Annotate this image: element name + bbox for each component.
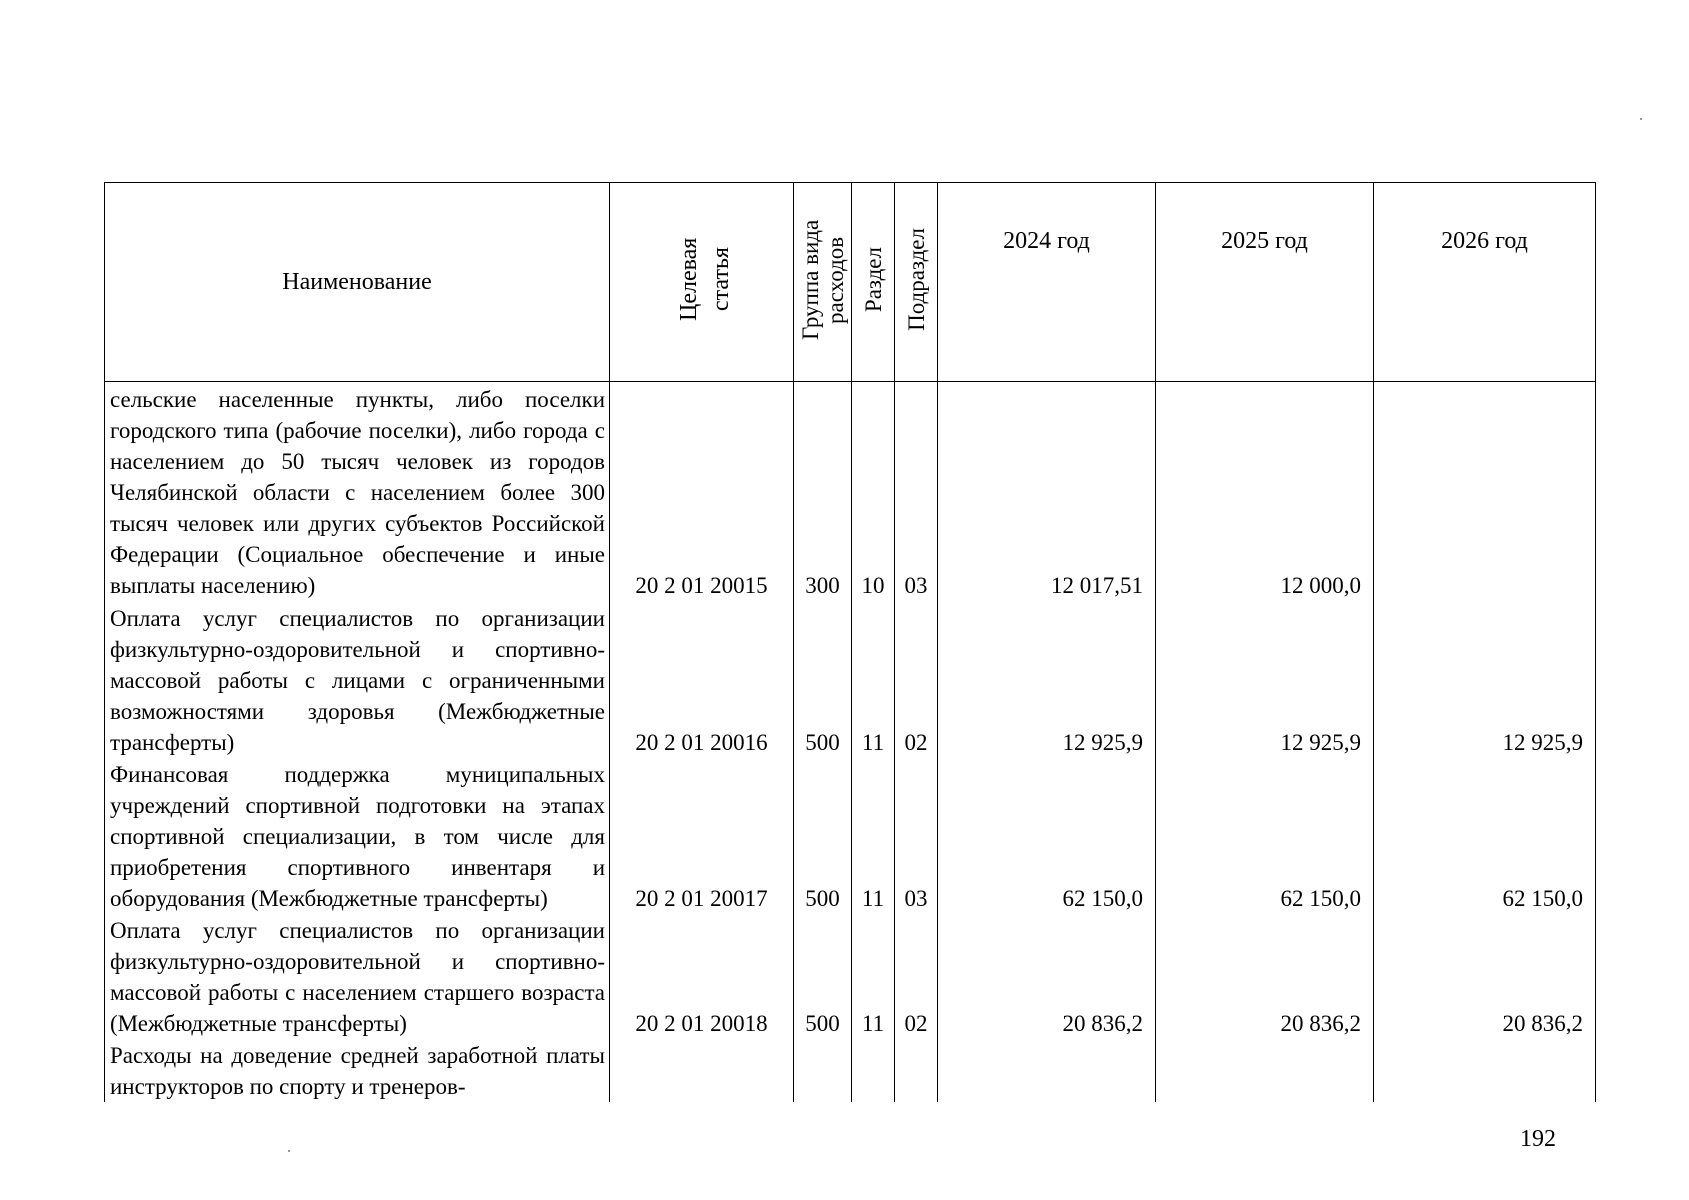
row-section: 11 <box>852 758 895 915</box>
table-header <box>105 183 1596 382</box>
row-target-article: 20 2 01 20017 <box>610 758 794 915</box>
header-expense-group <box>794 183 852 382</box>
table-row <box>105 914 1596 1039</box>
row-name: Расходы на доведение средней заработной платы инструкторов по спорту и тренеров- <box>105 1039 610 1102</box>
header-subsection <box>895 183 938 382</box>
header-year-2024 <box>938 183 1156 382</box>
row-name: Оплата услуг специалистов по организации физкультурно-оздоровительной и спортивно-массовой работы с лицами с ограниченными возможностями здоровья (Межбюджетные трансферты) <box>105 601 610 758</box>
row-year-2025: 62 150,0 <box>1156 758 1374 915</box>
row-target-article: 20 2 01 20015 <box>610 382 794 602</box>
row-year-2025: 20 836,2 <box>1156 914 1374 1039</box>
header-section <box>852 183 895 382</box>
row-target-article: 20 2 01 20018 <box>610 914 794 1039</box>
row-year-2024 <box>938 1039 1156 1102</box>
row-section <box>852 1039 895 1102</box>
row-year-2024: 62 150,0 <box>938 758 1156 915</box>
row-section: 10 <box>852 382 895 602</box>
row-name: Финансовая поддержка муниципальных учреждений спортивной подготовки на этапах спортивной специализации, в том числе для приобретения спортивного инвентаря и оборудования (Межбюджетные трансферты) <box>105 758 610 915</box>
row-expense-group: 500 <box>794 601 852 758</box>
row-expense-group: 500 <box>794 914 852 1039</box>
budget-table <box>104 182 1596 1102</box>
row-subsection: 02 <box>895 914 938 1039</box>
header-subsection-label: Подраздел <box>903 228 929 331</box>
scan-speck <box>1640 118 1642 120</box>
header-expense-group-label: Группа вида расходов <box>797 219 848 340</box>
row-target-article: 20 2 01 20016 <box>610 601 794 758</box>
header-section-label: Раздел <box>860 246 886 313</box>
row-year-2025: 12 000,0 <box>1156 382 1374 602</box>
table-row <box>105 1039 1596 1102</box>
row-subsection: 03 <box>895 758 938 915</box>
header-year-2026 <box>1374 183 1596 382</box>
header-year-2025 <box>1156 183 1374 382</box>
row-section: 11 <box>852 914 895 1039</box>
row-target-article <box>610 1039 794 1102</box>
row-name: сельские населенные пункты, либо поселки городского типа (рабочие поселки), либо города с населением до 50 тысяч человек из городов Челябинской области с населением более 300 тысяч человек или других субъектов Российской Федерации (Социальное обеспечение и иные выплаты населению) <box>105 382 610 602</box>
row-year-2026: 12 925,9 <box>1374 601 1596 758</box>
header-year-2024-label: 2024 год <box>1003 228 1090 254</box>
row-subsection <box>895 1039 938 1102</box>
row-year-2025: 12 925,9 <box>1156 601 1374 758</box>
row-expense-group <box>794 1039 852 1102</box>
page-number: 192 <box>1520 1126 1556 1152</box>
row-subsection: 03 <box>895 382 938 602</box>
header-target-article <box>610 183 794 382</box>
header-name <box>105 183 610 382</box>
row-year-2024: 12 017,51 <box>938 382 1156 602</box>
row-year-2024: 12 925,9 <box>938 601 1156 758</box>
table-row <box>105 758 1596 915</box>
row-year-2026: 20 836,2 <box>1374 914 1596 1039</box>
row-year-2024: 20 836,2 <box>938 914 1156 1039</box>
row-subsection: 02 <box>895 601 938 758</box>
row-expense-group: 300 <box>794 382 852 602</box>
header-name-label: Наименование <box>282 268 432 295</box>
table-row <box>105 382 1596 602</box>
row-name: Оплата услуг специалистов по организации физкультурно-оздоровительной и спортивно-массовой работы с населением старшего возраста (Межбюджетные трансферты) <box>105 914 610 1039</box>
row-section: 11 <box>852 601 895 758</box>
header-target-article-label: Целевая статья <box>675 237 734 321</box>
header-year-2026-label: 2026 год <box>1441 228 1528 254</box>
row-year-2026: 62 150,0 <box>1374 758 1596 915</box>
row-year-2025 <box>1156 1039 1374 1102</box>
scan-speck <box>288 1150 290 1152</box>
header-year-2025-label: 2025 год <box>1221 228 1308 254</box>
table-row <box>105 601 1596 758</box>
row-year-2026 <box>1374 1039 1596 1102</box>
row-expense-group: 500 <box>794 758 852 915</box>
row-year-2026 <box>1374 382 1596 602</box>
